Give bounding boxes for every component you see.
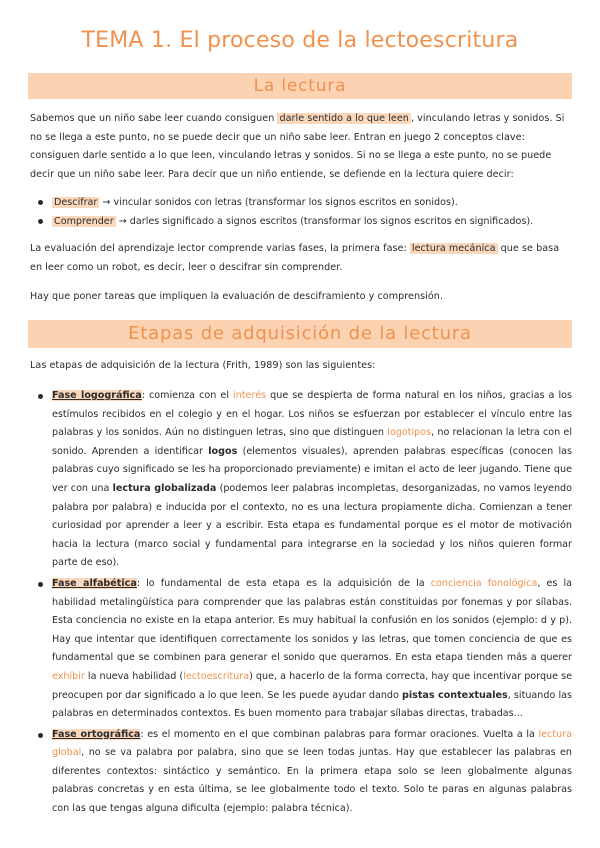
page-title: TEMA 1. El proceso de la lectoescritura	[81, 28, 519, 53]
paragraph-stages-intro: Las etapas de adquisición de la lectura (Frith, 1989) son las siguientes:	[30, 360, 376, 371]
orange-keyword: conciencia fonológica	[430, 577, 538, 589]
list-item	[38, 212, 572, 231]
stage-text: : es el momento en el que combinan palabras para formar oraciones. Vuelta a la	[140, 728, 539, 740]
concept-term: Comprender	[54, 216, 114, 227]
stage-text: (elementos visuales), aprenden palabras específicas (conocen las palabras cuyo significado se les ha proporcionado previamente) e imitan el acto de leer jugando. Tiene que ver con una	[52, 445, 572, 494]
stage-text: , no se va palabra por palabra, sino que se leen todas juntas. Hay que establecer las palabras en diferentes contextos: sintáctico y semántico. En la primera etapa solo se leen globalmente algunas palabras concretas y en esta última, se lee globalmente todo el texto. Solo te paras en algunas palabras con las que tengas alguna dificulta (ejemplo: palabra técnica).	[52, 747, 572, 815]
stage-text: , es la habilidad metalingüística para comprender que las palabras están constituidas por fonemas y por sílabas. Esta conciencia no existe en la etapa anterior. Es muy habitual la confusión en los sonidos (ejemplo: d y p). Hay que intentar que identifiquen correctamente los sonidos y las letras, que tomen conciencia de que es fundamental que se combinen para generar el sonido que queramos. En esta etapa tienden más a querer	[52, 577, 572, 664]
paragraph-text: que se basa en leer como un robot, es decir, leer o descifrar sin comprender.	[30, 243, 560, 273]
paragraph-text: Sabemos que un niño sabe leer cuando consiguen	[30, 113, 278, 124]
bold-keyword: pistas contextuales	[401, 689, 508, 701]
orange-keyword: interés	[233, 390, 267, 401]
orange-keyword: lectoescritura	[183, 670, 250, 682]
stages-list	[38, 387, 572, 821]
highlight-text: darle sentido a lo que leen	[279, 113, 409, 124]
concept-term: Descifrar	[54, 197, 98, 208]
highlight-text: lectura mecánica	[411, 243, 496, 254]
concept-text: → vincular sonidos con letras (transformar los signos escritos en sonidos).	[99, 197, 458, 208]
concept-list	[38, 193, 572, 231]
paragraph-tasks: Hay que poner tareas que impliquen la evaluación de desciframiento y comprensión.	[30, 291, 444, 302]
orange-keyword: logotipos	[387, 427, 432, 439]
paragraph-text: La evaluación del aprendizaje lector comprende varias fases, la primera fase:	[30, 243, 410, 254]
paragraph-intro	[30, 110, 572, 184]
paragraph-evaluation	[30, 240, 572, 277]
paragraph-text: , vinculando letras y sonidos. Si no se llega a este punto, no se puede decir que un niño sabe leer. Entran en juego 2 conceptos clave: consiguen darle sentido a lo que leen, vinculando letras y sonidos. Si no se llega a este punto, no se puede decir que un niño sabe leer. Para decir que un niño entiende, se defiende en la lectura quiere decir:	[30, 113, 565, 180]
orange-keyword: exhibir	[52, 670, 85, 682]
stage-text: : comienza con el	[141, 390, 234, 401]
bold-keyword: logos	[208, 445, 238, 457]
stage-text: la nueva habilidad (	[84, 670, 184, 682]
stage-item	[38, 387, 572, 573]
section-heading-lectura: La lectura	[28, 73, 572, 99]
bold-keyword: lectura globalizada	[112, 482, 217, 494]
stage-text: , no relacionan la letra con el sonido. Aprenden a identificar	[52, 427, 572, 457]
stage-term: Fase alfabética	[52, 577, 137, 589]
section-heading-etapas: Etapas de adquisición de la lectura	[28, 320, 572, 348]
stage-text: : lo fundamental de esta etapa es la adquisición de la	[136, 577, 431, 589]
list-item	[38, 193, 572, 212]
stage-text: ) que, a hacerlo de la forma correcta, hay que incentivar porque se preocupen por dar significado a lo que leen. Se les puede ayudar dando	[52, 670, 572, 701]
stage-item	[38, 575, 572, 724]
stage-term: Fase logográfica	[52, 390, 142, 401]
stage-text: , situando las palabras en determinados contextos. Es buen momento para trabajar sílabas directas, trabadas...	[52, 689, 572, 720]
orange-keyword: lectura global	[52, 728, 572, 759]
stage-item	[38, 726, 572, 819]
stage-text: (podemos leer palabras incompletas, desorganizadas, no vamos leyendo palabra por palabra) e inducida por el contexto, no es una lectura propiamente dicha. Comienzan a tener curiosidad por aprender a leer y a escribir. Esta etapa es fundamental porque es el motor de motivación hacia la lectura (marco social y fundamental para integrarse en la sociedad y los niños quieren formar parte de eso).	[52, 482, 572, 569]
concept-text: → darles significado a signos escritos (transformar los signos escritos en significados).	[115, 216, 534, 227]
stage-text: que se despierta de forma natural en los niños, gracias a los estímulos recibidos en el colegio y en el hogar. Los niños se esfuerzan por establecer el vínculo entre las palabras y los sonidos. Aún no distinguen letras, sino que distinguen	[52, 390, 572, 439]
stage-term: Fase ortográfica	[52, 728, 141, 740]
